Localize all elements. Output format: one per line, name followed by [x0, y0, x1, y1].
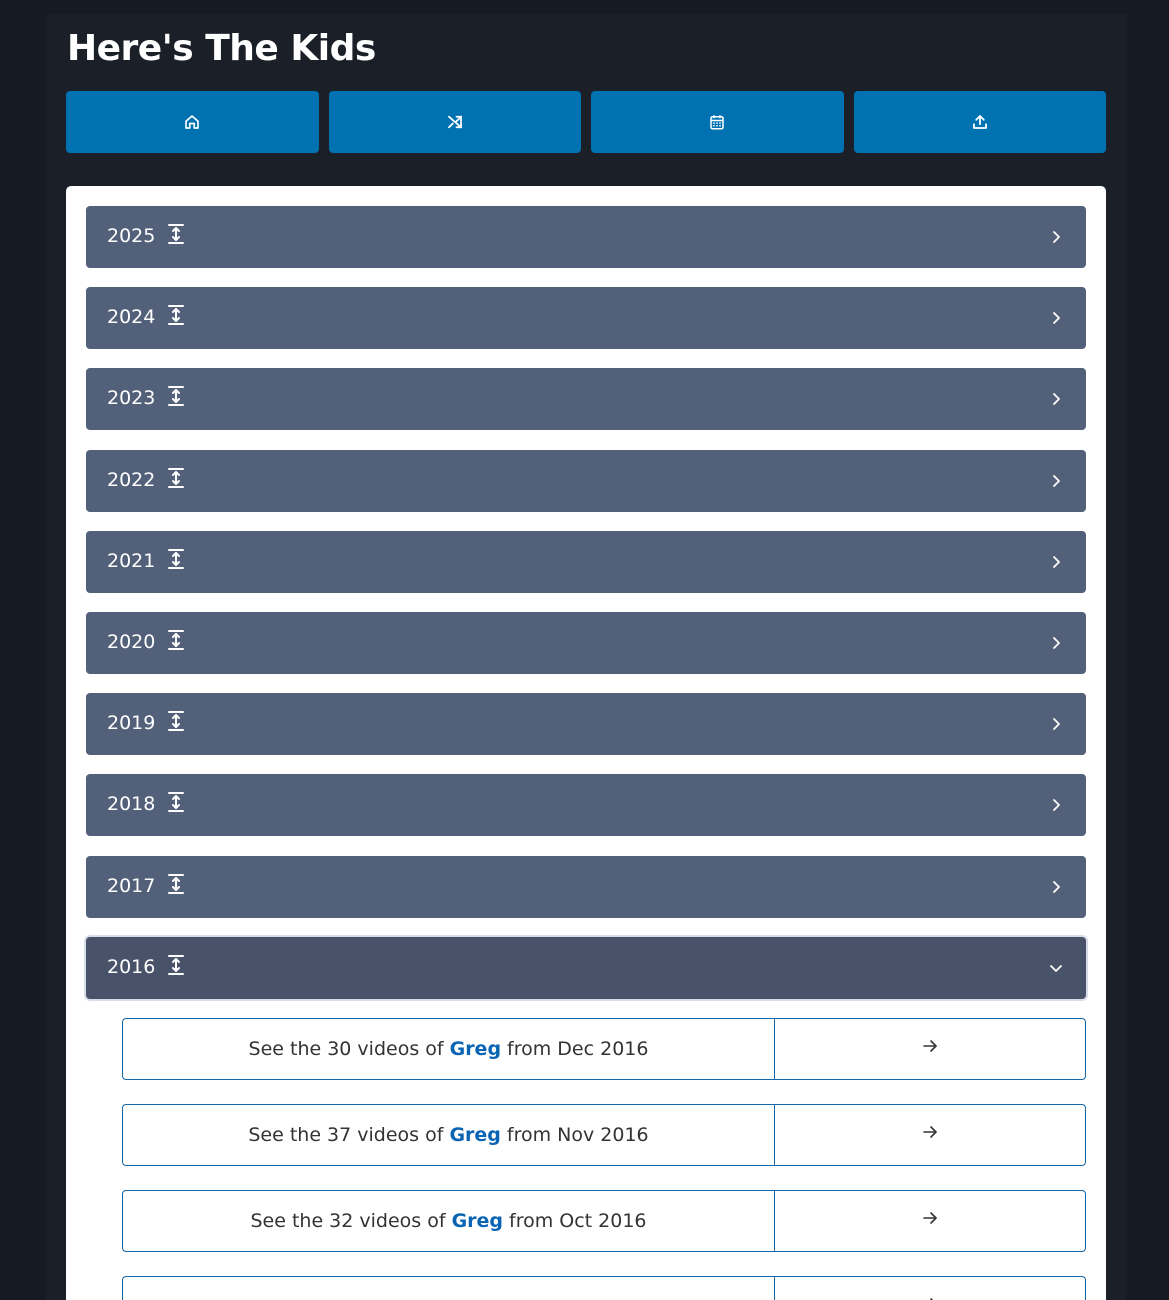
- chevron-right-icon: [1048, 797, 1064, 813]
- chevron-right-icon: [1048, 229, 1064, 245]
- month-list: [122, 1018, 1086, 1300]
- expand-vertical-icon[interactable]: [167, 710, 185, 732]
- nav-bar: [66, 91, 1106, 153]
- arrow-right-icon: [921, 1209, 939, 1227]
- chevron-right-icon: [1048, 635, 1064, 651]
- kid-name: Greg: [451, 1210, 504, 1232]
- expand-vertical-icon[interactable]: [167, 467, 185, 489]
- year-label: 2021: [107, 549, 156, 572]
- page-title: Here's The Kids: [67, 28, 376, 69]
- kid-name: Greg: [449, 1124, 501, 1146]
- month-suffix: from Nov 2016: [506, 1124, 649, 1146]
- chevron-right-icon: [1048, 473, 1064, 489]
- month-link[interactable]: [123, 1019, 775, 1079]
- year-row-2018[interactable]: [86, 774, 1086, 836]
- arrow-right-icon: [921, 1295, 939, 1300]
- shuffle-button[interactable]: [329, 91, 582, 153]
- month-go-button[interactable]: [775, 1277, 1085, 1300]
- month-go-button[interactable]: [775, 1191, 1085, 1251]
- month-link[interactable]: [123, 1191, 775, 1251]
- year-label: 2024: [107, 306, 156, 329]
- shuffle-icon: [446, 113, 464, 131]
- month-go-button[interactable]: [775, 1019, 1085, 1079]
- year-row-2017[interactable]: [86, 856, 1086, 918]
- chevron-right-icon: [1048, 879, 1064, 895]
- month-prefix: See the 37 videos of: [248, 1124, 444, 1146]
- month-prefix: See the 30 videos of: [248, 1038, 444, 1060]
- expand-vertical-icon[interactable]: [167, 223, 185, 245]
- arrow-right-icon: [921, 1123, 939, 1141]
- month-suffix: from Dec 2016: [507, 1038, 649, 1060]
- year-row-2025[interactable]: [86, 206, 1086, 268]
- year-row-2016[interactable]: [86, 937, 1086, 999]
- expand-vertical-icon[interactable]: [167, 548, 185, 570]
- month-row: [122, 1276, 1086, 1300]
- kid-name: Greg: [449, 1038, 502, 1060]
- year-row-2023[interactable]: [86, 368, 1086, 430]
- upload-button[interactable]: [854, 91, 1107, 153]
- month-suffix: from Oct 2016: [509, 1210, 647, 1232]
- month-row: [122, 1190, 1086, 1252]
- arrow-right-icon: [921, 1037, 939, 1055]
- expand-vertical-icon[interactable]: [167, 304, 185, 326]
- month-go-button[interactable]: [775, 1105, 1085, 1165]
- home-icon: [183, 113, 201, 131]
- year-label: 2023: [107, 387, 156, 410]
- chevron-right-icon: [1048, 391, 1064, 407]
- year-row-2024[interactable]: [86, 287, 1086, 349]
- home-button[interactable]: [66, 91, 319, 153]
- year-label: 2019: [107, 712, 156, 735]
- month-row: [122, 1018, 1086, 1080]
- year-row-2022[interactable]: [86, 450, 1086, 512]
- expand-vertical-icon[interactable]: [167, 385, 185, 407]
- expand-vertical-icon[interactable]: [167, 629, 185, 651]
- app-container: [46, 14, 1126, 1300]
- content-panel: [66, 186, 1106, 1300]
- calendar-button[interactable]: [591, 91, 844, 153]
- expand-vertical-icon[interactable]: [167, 791, 185, 813]
- upload-icon: [971, 113, 989, 131]
- month-row: [122, 1104, 1086, 1166]
- year-row-2021[interactable]: [86, 531, 1086, 593]
- year-label: 2018: [107, 793, 156, 816]
- month-link[interactable]: [123, 1105, 775, 1165]
- year-label: 2016: [107, 955, 156, 978]
- chevron-right-icon: [1048, 310, 1064, 326]
- chevron-right-icon: [1048, 716, 1064, 732]
- calendar-icon: [708, 113, 726, 131]
- year-list: [86, 206, 1086, 1018]
- chevron-down-icon: [1048, 960, 1064, 976]
- year-label: 2017: [107, 874, 156, 897]
- chevron-right-icon: [1048, 554, 1064, 570]
- year-label: 2025: [107, 225, 156, 247]
- year-label: 2020: [107, 630, 156, 653]
- year-row-2020[interactable]: [86, 612, 1086, 674]
- year-label: 2022: [107, 468, 156, 491]
- expand-vertical-icon[interactable]: [167, 954, 185, 976]
- month-link[interactable]: [123, 1277, 775, 1300]
- expand-vertical-icon[interactable]: [167, 873, 185, 895]
- year-row-2019[interactable]: [86, 693, 1086, 755]
- month-prefix: See the 32 videos of: [250, 1210, 446, 1232]
